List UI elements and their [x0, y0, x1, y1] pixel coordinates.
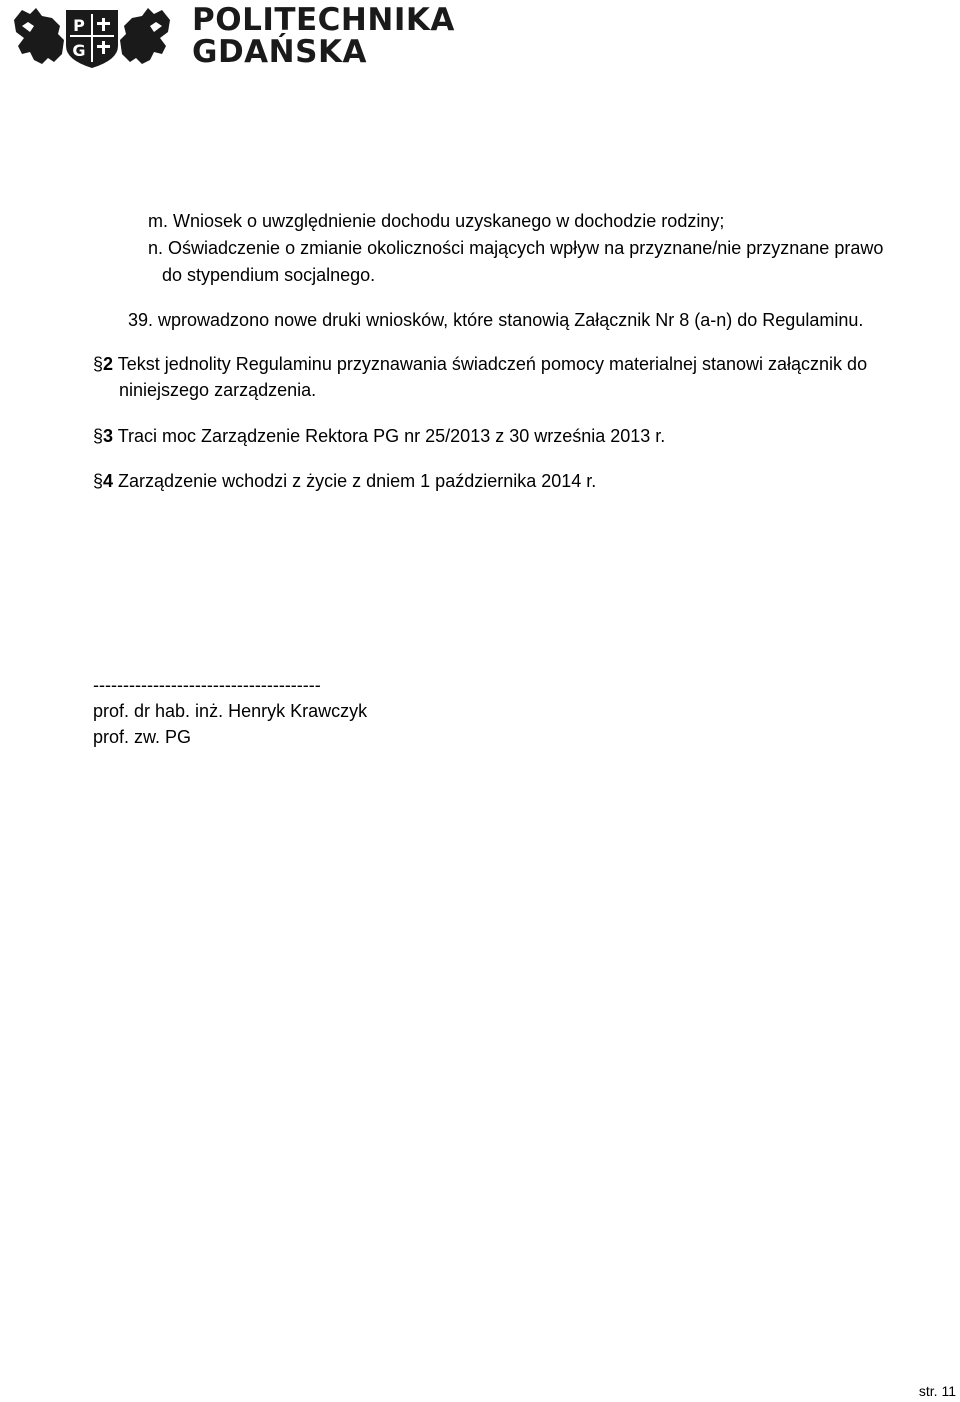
- section-2-continuation: niniejszego zarządzenia.: [119, 380, 317, 400]
- logo-line1: POLITECHNIKA: [192, 2, 455, 38]
- page-number: str. 11: [918, 1383, 956, 1399]
- section-number: 4: [103, 471, 114, 491]
- section-text: Zarządzenie wchodzi z życie z dniem 1 października 2014 r.: [118, 471, 597, 491]
- point-39: 39. wprowadzono nowe druki wniosków, które stanowią Załącznik Nr 8 (a-n) do Regulaminu.: [128, 310, 864, 330]
- svg-text:G: G: [72, 41, 86, 60]
- list-item-m: m. Wniosek o uwzględnienie dochodu uzyskanego w dochodzie rodziny;: [148, 211, 725, 231]
- pg-emblem-icon: [8, 4, 176, 70]
- university-logo: [8, 2, 455, 72]
- signatory-title: prof. zw. PG: [93, 727, 192, 747]
- logo-wordmark: [192, 4, 455, 68]
- section-4: [93, 470, 596, 492]
- section-text: Tekst jednolity Regulaminu przyznawania świadczeń pomocy materialnej stanowi załącznik do: [117, 354, 868, 374]
- signature-line: --------------------------------------: [93, 675, 321, 695]
- list-item-n-continuation: do stypendium socjalnego.: [162, 265, 376, 285]
- list-item-n: n. Oświadczenie o zmianie okoliczności mających wpływ na przyznane/nie przyznane prawo: [148, 238, 884, 258]
- section-sign-icon: §: [93, 354, 104, 374]
- signatory-name: prof. dr hab. inż. Henryk Krawczyk: [93, 701, 368, 721]
- logo-line2: GDAŃSKA: [192, 34, 367, 70]
- section-text: Traci moc Zarządzenie Rektora PG nr 25/2013 z 30 września 2013 r.: [117, 426, 666, 446]
- section-number: 3: [103, 426, 114, 446]
- section-2: [93, 353, 867, 375]
- svg-text:P: P: [73, 16, 85, 35]
- section-sign-icon: §: [93, 426, 104, 446]
- section-number: 2: [103, 354, 114, 374]
- section-3: [93, 425, 665, 447]
- section-sign-icon: §: [93, 471, 104, 491]
